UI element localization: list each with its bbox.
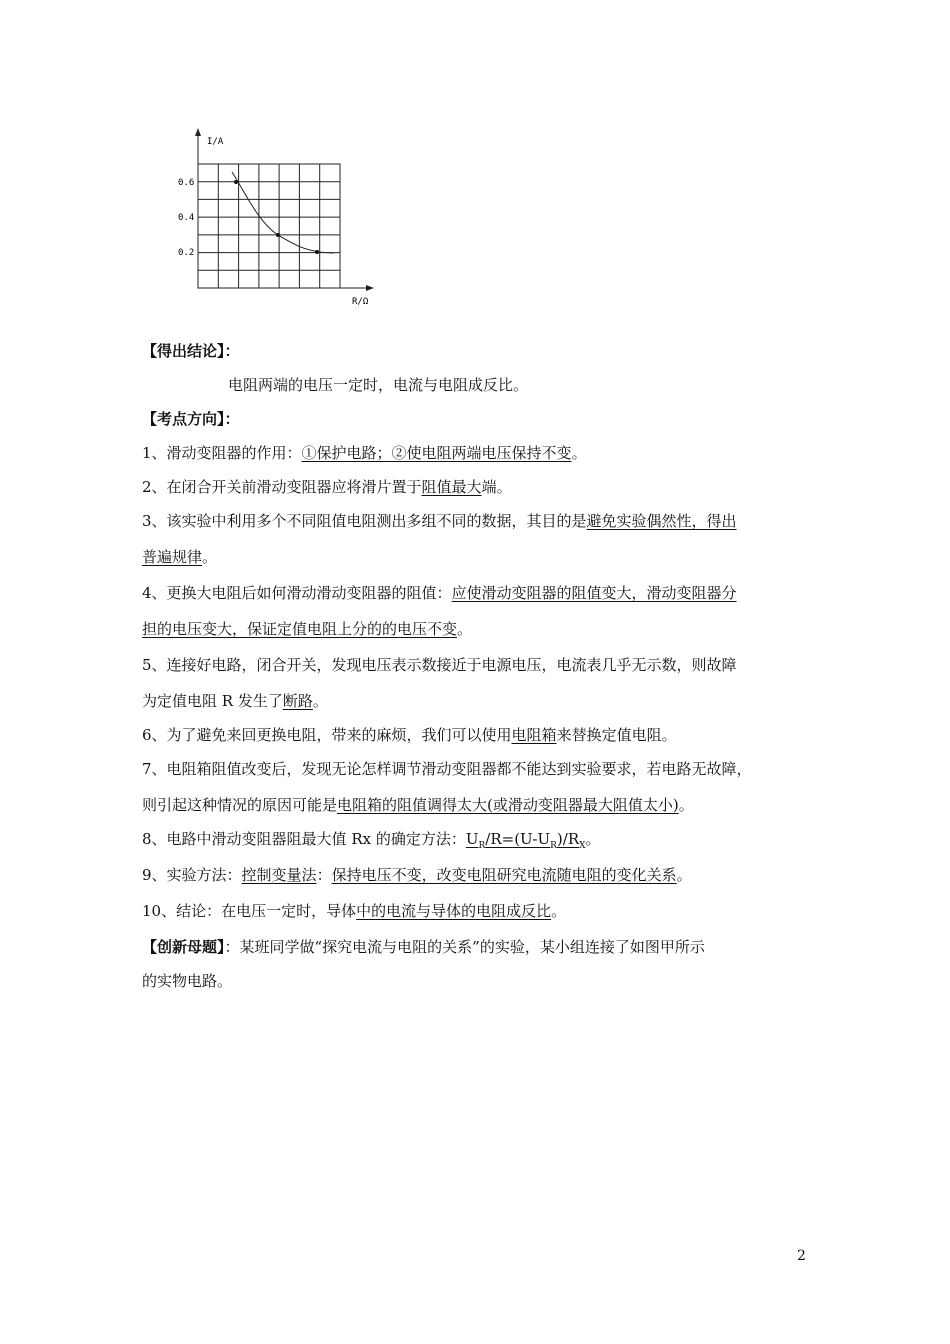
point-1-post: 。 <box>571 444 587 462</box>
innovation-line-1 <box>142 937 705 957</box>
data-point-3 <box>315 250 319 254</box>
point-10 <box>142 901 566 921</box>
y-tick-0-4: 0.4 <box>178 213 195 223</box>
point-3-line-1 <box>142 511 737 531</box>
point-8 <box>142 829 601 856</box>
point-3-pre: 3、该实验中利用多个不同阻值电阻测出多组不同的数据，其目的是 <box>142 512 587 530</box>
y-axis-arrow-icon <box>195 128 201 136</box>
innovation-line-2: 的实物电路。 <box>142 972 233 990</box>
point-1-pre: 1、滑动变阻器的作用： <box>142 444 302 462</box>
formula-middle: /R=(U-U <box>485 830 551 848</box>
point-5-pre: 为定值电阻 R 发生了 <box>142 692 283 710</box>
point-4-line-2 <box>142 619 472 639</box>
current-resistance-graph <box>170 124 390 310</box>
point-10-post: 。 <box>551 902 567 920</box>
point-9-mid: ： <box>316 866 332 884</box>
point-1-answer: ①保护电路；②使电阻两端电压保持不变 <box>301 444 572 462</box>
formula-sub-r: R <box>478 841 486 851</box>
point-6-pre: 6、为了避免来回更换电阻，带来的麻烦，我们可以使用 <box>142 726 512 744</box>
point-8-pre: 8、电路中滑动变阻器阻最大值 Rx 的确定方法： <box>142 830 466 848</box>
point-9-pre: 9、实验方法： <box>142 866 242 884</box>
point-7-answer: 电阻箱的阻值调得太大(或滑动变阻器最大阻值太小) <box>337 796 679 814</box>
point-7-post: 。 <box>678 796 694 814</box>
point-7-line-2 <box>142 795 694 815</box>
point-9-post: 。 <box>676 866 692 884</box>
point-2-answer: 阻值最大 <box>421 478 482 496</box>
innovation-text-1: ：某班同学做“探究电流与电阻的关系”的实验，某小组连接了如图甲所示 <box>224 938 705 956</box>
point-3-line-2 <box>142 547 217 567</box>
point-5-post: 。 <box>312 692 328 710</box>
i-r-curve <box>232 172 334 253</box>
point-10-answer: 中的电流与导体的电阻成反比 <box>356 902 552 920</box>
point-2-pre: 2、在闭合开关前滑动变阻器应将滑片置于 <box>142 478 422 496</box>
point-1 <box>142 443 587 463</box>
point-3-answer-1: 避免实验偶然性，得出 <box>586 512 737 530</box>
point-10-pre: 10、结论：在电压一定时，导体 <box>142 902 357 920</box>
exam-points-heading: 【考点方向】： <box>142 410 240 428</box>
y-tick-0-6: 0.6 <box>178 178 195 188</box>
formula-u: U <box>465 830 479 848</box>
point-4-pre: 4、更换大电阻后如何滑动滑动变阻器的阻值： <box>142 584 452 602</box>
innovation-heading: 【创新母题】 <box>142 938 225 956</box>
point-4-post: 。 <box>457 620 473 638</box>
conclusion-heading: 【得出结论】： <box>142 342 240 360</box>
formula-sub-r-2: R <box>550 841 557 851</box>
data-point-1 <box>234 180 238 184</box>
point-2-post: 端。 <box>481 478 512 496</box>
point-4-line-1 <box>142 583 737 603</box>
graph-svg <box>170 124 390 310</box>
point-4-answer-1: 应使滑动变阻器的阻值变大，滑动变阻器分 <box>451 584 737 602</box>
y-tick-0-2: 0.2 <box>178 248 195 258</box>
point-5-line-2 <box>142 691 328 711</box>
conclusion-text: 电阻两端的电压一定时，电流与电阻成反比。 <box>228 376 529 394</box>
point-6-post: 来替换定值电阻。 <box>556 726 677 744</box>
point-9-answer: 保持电压不变，改变电阻研究电流随电阻的变化关系 <box>331 866 677 884</box>
graph-grid <box>198 164 340 288</box>
point-7-pre: 则引起这种情况的原因可能是 <box>142 796 338 814</box>
point-7-line-1: 7、电阻箱阻值改变后，发现无论怎样调节滑动变阻器都不能达到实验要求，若电路无故障， <box>142 760 752 778</box>
point-6-answer: 电阻箱 <box>511 726 557 744</box>
point-5-answer: 断路 <box>282 692 313 710</box>
point-8-post: 。 <box>585 830 601 848</box>
point-9 <box>142 865 692 885</box>
formula-sub-x: X <box>579 841 586 851</box>
point-5-line-1: 5、连接好电路，闭合开关，发现电压表示数接近于电源电压，电流表几乎无示数，则故障 <box>142 656 737 674</box>
x-axis-label: R/Ω <box>352 297 369 307</box>
point-9-method: 控制变量法 <box>241 866 317 884</box>
point-3-answer-2: 普遍规律 <box>142 548 203 566</box>
point-2 <box>142 477 512 497</box>
x-axis-arrow-icon <box>366 285 374 291</box>
data-point-2 <box>276 233 280 237</box>
page-number: 2 <box>797 1248 806 1264</box>
point-3-post: 。 <box>202 548 218 566</box>
point-8-formula <box>465 830 586 851</box>
point-4-answer-2: 担的电压变大，保证定值电阻上分的的电压不变 <box>142 620 458 638</box>
point-6 <box>142 725 677 745</box>
formula-end: )/R <box>556 830 580 848</box>
y-axis-label: I/A <box>207 137 224 147</box>
